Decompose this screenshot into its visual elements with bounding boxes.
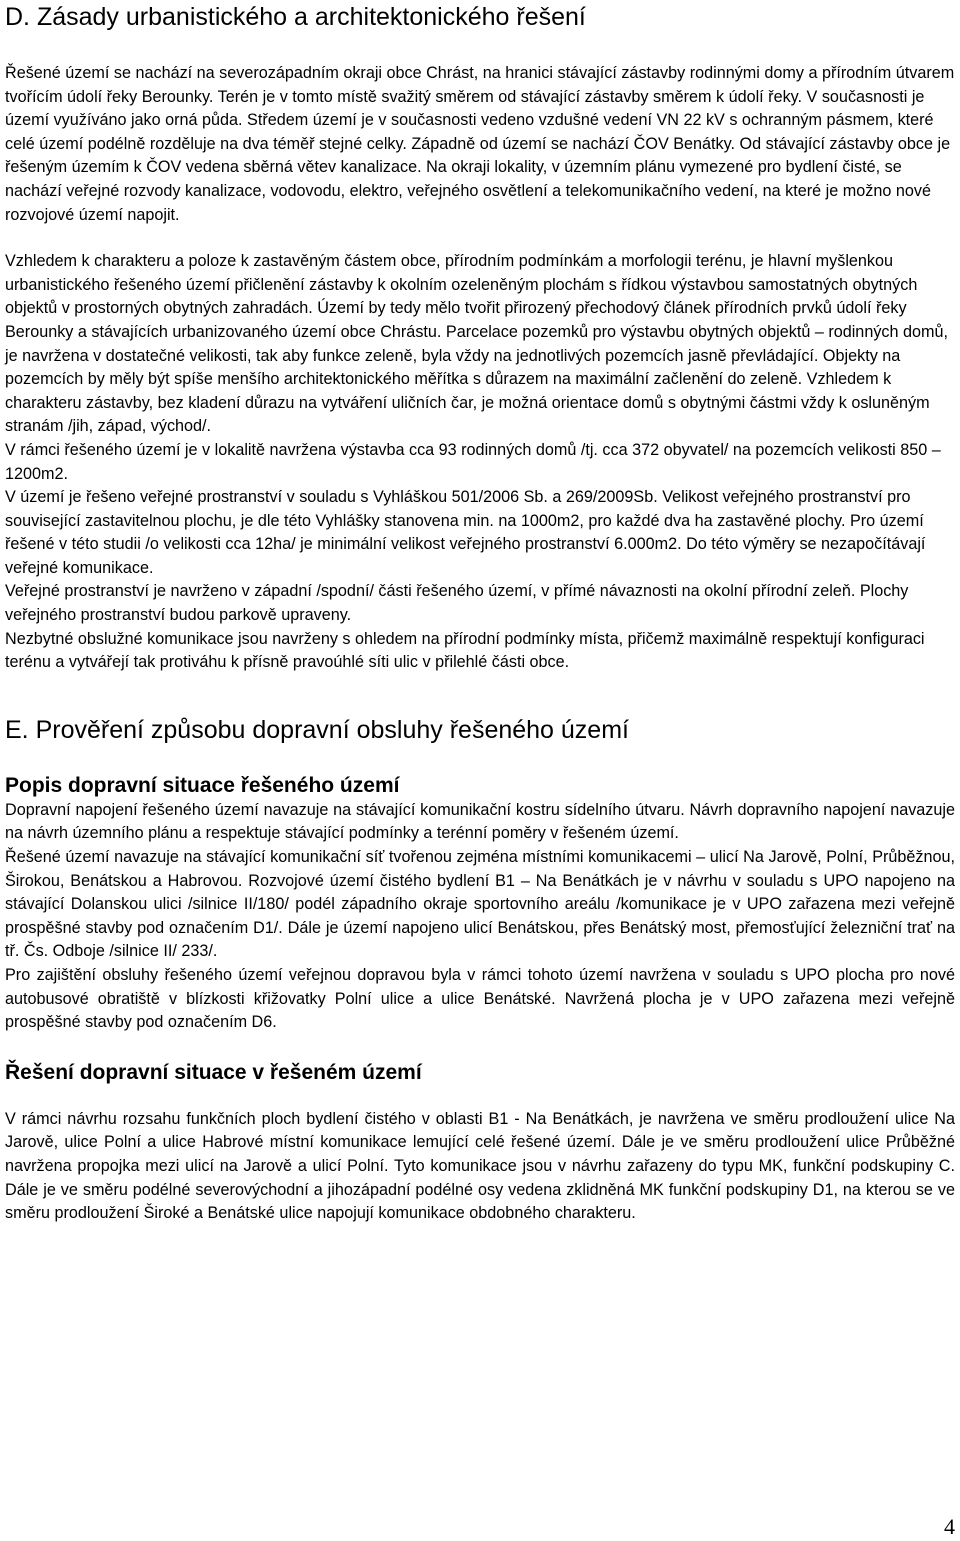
section-d-paragraph: Řešené území se nachází na severozápadním okraji obce Chrást, na hranici stávající zástavby rodinnými domy a přírodním útvarem tvořícím údolí řeky Berounky. Terén je v tomto místě svažitý směrem od stávající zástavby směrem k údolí řeky. V současnosti je území využíváno jako orná půda. Středem území je v současnosti vedeno vzdušné vedení VN 22 kV s ochranným pásmem, které celé území podélně rozděluje na dva téměř stejné celky. Západně od území se nachází ČOV Benátky. Od stávající zástavby obce je řešeným územím k ČOV vedena sběrná větev kanalizace. Na okraji lokality, v územním plánu vymezené pro bydlení čisté, se nachází veřejné rozvody kanalizace, vodovodu, elektro, veřejného osvětlení a telekomunikačního vedení, na které je možno nové rozvojové území napojit. [5,64,955,224]
section-d-paragraph: V rámci řešeného území je v lokalitě navržena výstavba cca 93 rodinných domů /tj. cca 372 obyvatel/ na pozemcích velikosti 850 – 1200m2. [5,440,941,483]
document-page [5,0,955,1226]
page-number: 4 [944,1514,955,1539]
section-d-paragraph: Nezbytné obslužné komunikace jsou navrženy s ohledem na přírodní podmínky místa, přičemž maximálně respektují konfiguraci terénu a vytvářejí tak protiváhu k přísně pravoúhlé síti ulic v přilehlé části obce. [5,629,925,672]
subsection-heading-popis: Popis dopravní situace řešeného území [5,773,400,797]
section-e-paragraph: V rámci návrhu rozsahu funkčních ploch bydlení čistého v oblasti B1 - Na Benátkách, je navržena ve směru prodloužení ulice Na Jarově, ulice Polní a ulice Habrové místní komunikace lemující celé řešené území. Dále je ve směru prodloužení ulice Průběžné navržena propojka mezi ulicí na Jarově a ulicí Polní. Tyto komunikace jsou v návrhu zařazeny do typu MK, funkční podskupiny C. Dále je ve směru podélné severovýchodní a jihozápadní podélné osy vedena zklidněná MK funkční podskupiny D1, na kterou se ve směru prodloužení Široké a Benátské ulice napojují komunikace obdobného charakteru. [5,1109,955,1223]
section-d-title: D. Zásady urbanistického a architektonického řešení [5,3,586,31]
section-e-paragraph: Pro zajištění obsluhy řešeného území veřejnou dopravou byla v rámci tohoto území navržena v souladu s UPO plocha pro nové autobusové obratiště v blízkosti křižovatky Polní ulice a ulice Benátské. Navržená plocha je v UPO zařazena mezi veřejně prospěšné stavby pod označením D6. [5,966,955,1032]
section-d-paragraph: Veřejné prostranství je navrženo v západní /spodní/ části řešeného území, v přímé návaznosti na okolní přírodní zeleň. Plochy veřejného prostranství budou parkově upraveny. [5,582,909,625]
section-e-paragraph: Řešené území navazuje na stávající komunikační síť tvořenou zejména místními komunikacemi – ulicí Na Jarově, Polní, Průběžnou, Širokou, Benátskou a Habrovou. Rozvojové území čistého bydlení B1 – Na Benátkách je v návrhu v souladu s UPO napojeno na stávající Dolanskou ulici /silnice II/180/ podél západního okraje sportovního areálu /komunikace je v UPO zařazena mezi veřejně prospěšné stavby pod označením D1/. Dále je území napojeno ulicí Benátskou, přes Benátský most, přemosťující železniční trať na tř. Čs. Odboje /silnice II/ 233/. [5,848,955,961]
section-e-title: E. Prověření způsobu dopravní obsluhy řešeného území [5,715,629,744]
subsection-heading-reseni: Řešení dopravní situace v řešeném území [5,1060,422,1084]
section-d-paragraph: V území je řešeno veřejné prostranství v souladu s Vyhláškou 501/2006 Sb. a 269/2009Sb. Velikost veřejného prostranství pro související zastavitelnou plochu, je dle této Vyhlášky stanovena min. na 1000m2, pro každé dva ha zastavěné plochy. Pro území řešené v této studii /o velikosti cca 12ha/ je minimální velikost veřejného prostranství 6.000m2. Do této výměry se nezapočítávají veřejné komunikace. [5,488,926,577]
section-e-paragraph: Dopravní napojení řešeného území navazuje na stávající komunikační kostru sídelního útvaru. Návrh dopravního napojení navazuje na návrh územního plánu a respektuje stávající podmínky a terénní poměry v řešeném území. [5,800,955,843]
section-d-paragraph: Vzhledem k charakteru a poloze k zastavěným částem obce, přírodním podmínkám a morfologii terénu, je hlavní myšlenkou urbanistického řešeného území přičlenění zástavby k okolním ozeleněným plochám s řídkou výstavbou samostatných obytných objektů v prostorných obytných zahradách. Území by tedy mělo tvořit přirozený přechodový článek přírodních prvků údolí řeky Berounky a stávajících urbanizovaného území obce Chrástu. Parcelace pozemků pro výstavbu obytných objektů – rodinných domů, je navržena v dostatečné velikosti, tak aby funkce zeleně, byla vždy na jednotlivých pozemcích jasně převládající. Objekty na pozemcích by měly být spíše menšího architektonického měřítka s důrazem na maximální začlenění do zeleně. Vzhledem k charakteru zástavby, bez kladení důrazu na vytváření uličních čar, je možná orientace domů s obytnými částmi vždy k osluněným stranám /jih, západ, východ/. [5,252,948,436]
